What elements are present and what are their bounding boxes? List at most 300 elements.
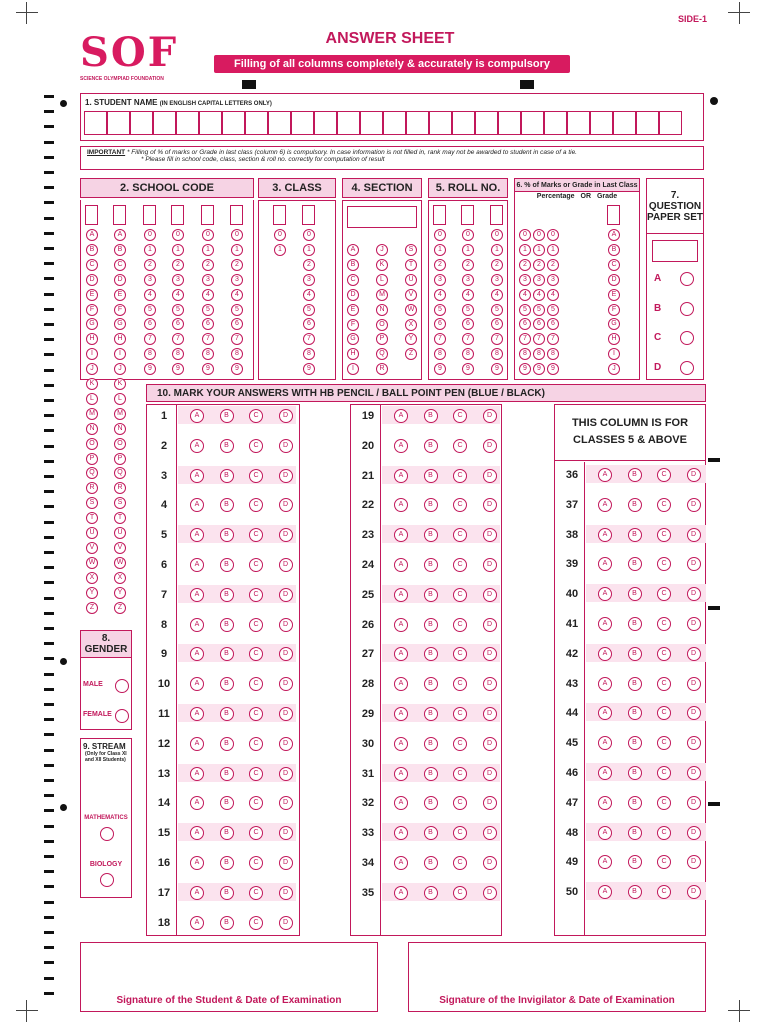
roll-no-digit-bubble[interactable]: 9	[491, 363, 503, 375]
answer-option-bubble[interactable]: A	[190, 647, 204, 661]
school-code-letter-bubble[interactable]: Y	[86, 587, 98, 599]
school-code-letter-bubble[interactable]: K	[86, 378, 98, 390]
answer-option-bubble[interactable]: A	[598, 647, 612, 661]
school-code-letter-bubble[interactable]: N	[86, 423, 98, 435]
answer-option-bubble[interactable]: A	[394, 737, 408, 751]
answer-option-bubble[interactable]: D	[687, 766, 701, 780]
answer-option-bubble[interactable]: C	[249, 528, 263, 542]
answer-option-bubble[interactable]: C	[249, 558, 263, 572]
class-units-bubble[interactable]: 5	[303, 304, 315, 316]
answer-option-bubble[interactable]: A	[598, 498, 612, 512]
answer-option-bubble[interactable]: B	[220, 916, 234, 930]
percentage-bubble[interactable]: 5	[547, 304, 559, 316]
percentage-bubble[interactable]: 1	[547, 244, 559, 256]
answer-option-bubble[interactable]: A	[190, 498, 204, 512]
invigilator-signature-box[interactable]	[408, 942, 706, 1012]
section-bubble[interactable]: Q	[376, 348, 388, 360]
school-code-digit-bubble[interactable]: 5	[144, 304, 156, 316]
school-code-digit-bubble[interactable]: 8	[172, 348, 184, 360]
school-code-digit-bubble[interactable]: 5	[202, 304, 214, 316]
school-code-letter-bubble[interactable]: D	[86, 274, 98, 286]
female-bubble[interactable]	[115, 709, 129, 723]
answer-option-bubble[interactable]: C	[453, 767, 467, 781]
percentage-bubble[interactable]: 0	[519, 229, 531, 241]
school-code-digit-bubble[interactable]: 3	[144, 274, 156, 286]
answer-option-bubble[interactable]: C	[657, 855, 671, 869]
roll-no-digit-write-cell[interactable]	[433, 205, 446, 225]
school-code-letter-bubble[interactable]: S	[86, 497, 98, 509]
roll-no-digit-bubble[interactable]: 3	[462, 274, 474, 286]
answer-option-bubble[interactable]: D	[483, 409, 497, 423]
answer-option-bubble[interactable]: C	[249, 826, 263, 840]
section-bubble[interactable]: Z	[405, 348, 417, 360]
answer-option-bubble[interactable]: D	[687, 826, 701, 840]
answer-option-bubble[interactable]: A	[190, 886, 204, 900]
school-code-letter-bubble[interactable]: R	[86, 482, 98, 494]
percentage-bubble[interactable]: 5	[519, 304, 531, 316]
answer-option-bubble[interactable]: C	[249, 409, 263, 423]
answer-option-bubble[interactable]: A	[190, 618, 204, 632]
answer-option-bubble[interactable]: C	[453, 796, 467, 810]
school-code-digit-bubble[interactable]: 8	[202, 348, 214, 360]
roll-no-digit-bubble[interactable]: 3	[491, 274, 503, 286]
answer-option-bubble[interactable]: C	[657, 677, 671, 691]
answer-option-bubble[interactable]: C	[453, 618, 467, 632]
answer-option-bubble[interactable]: C	[249, 886, 263, 900]
question-set-write-box[interactable]	[652, 240, 698, 262]
name-letter-cell[interactable]	[567, 111, 590, 135]
school-code-digit-bubble[interactable]: 2	[231, 259, 243, 271]
school-code-digit-bubble[interactable]: 3	[231, 274, 243, 286]
percentage-bubble[interactable]: 2	[533, 259, 545, 271]
section-bubble[interactable]: Y	[405, 333, 417, 345]
name-letter-cell[interactable]	[406, 111, 429, 135]
section-bubble[interactable]: N	[376, 304, 388, 316]
school-code-digit-bubble[interactable]: 4	[172, 289, 184, 301]
student-signature-box[interactable]	[80, 942, 378, 1012]
percentage-bubble[interactable]: 1	[533, 244, 545, 256]
grade-bubble[interactable]: G	[608, 318, 620, 330]
school-code-letter-bubble[interactable]: N	[114, 423, 126, 435]
name-letter-cell[interactable]	[107, 111, 130, 135]
school-code-letter-bubble[interactable]: L	[114, 393, 126, 405]
answer-option-bubble[interactable]: D	[279, 588, 293, 602]
school-code-digit-write-cell[interactable]	[171, 205, 184, 225]
answer-option-bubble[interactable]: C	[453, 647, 467, 661]
school-code-letter-bubble[interactable]: T	[86, 512, 98, 524]
answer-option-bubble[interactable]: D	[279, 498, 293, 512]
school-code-letter-bubble[interactable]: A	[86, 229, 98, 241]
roll-no-digit-write-cell[interactable]	[490, 205, 503, 225]
section-bubble[interactable]: T	[405, 259, 417, 271]
answer-option-bubble[interactable]: C	[657, 796, 671, 810]
answer-option-bubble[interactable]: B	[220, 826, 234, 840]
answer-option-bubble[interactable]: D	[483, 796, 497, 810]
answer-option-bubble[interactable]: C	[249, 498, 263, 512]
school-code-digit-bubble[interactable]: 0	[172, 229, 184, 241]
grade-bubble[interactable]: C	[608, 259, 620, 271]
answer-option-bubble[interactable]: C	[249, 796, 263, 810]
answer-option-bubble[interactable]: C	[657, 528, 671, 542]
section-bubble[interactable]: L	[376, 274, 388, 286]
answer-option-bubble[interactable]: A	[598, 796, 612, 810]
answer-option-bubble[interactable]: A	[394, 826, 408, 840]
name-letter-cell[interactable]	[544, 111, 567, 135]
answer-option-bubble[interactable]: D	[687, 498, 701, 512]
percentage-bubble[interactable]: 9	[547, 363, 559, 375]
roll-no-digit-bubble[interactable]: 0	[462, 229, 474, 241]
school-code-letter-bubble[interactable]: X	[86, 572, 98, 584]
answer-option-bubble[interactable]: D	[687, 885, 701, 899]
answer-option-bubble[interactable]: A	[394, 558, 408, 572]
roll-no-digit-bubble[interactable]: 8	[491, 348, 503, 360]
school-code-letter-write-cell[interactable]	[113, 205, 126, 225]
answer-option-bubble[interactable]: D	[483, 588, 497, 602]
answer-option-bubble[interactable]: C	[249, 588, 263, 602]
percentage-bubble[interactable]: 4	[547, 289, 559, 301]
school-code-letter-bubble[interactable]: B	[86, 244, 98, 256]
answer-option-bubble[interactable]: D	[483, 886, 497, 900]
answer-option-bubble[interactable]: C	[249, 707, 263, 721]
answer-option-bubble[interactable]: B	[220, 498, 234, 512]
percentage-bubble[interactable]: 3	[533, 274, 545, 286]
answer-option-bubble[interactable]: D	[483, 469, 497, 483]
class-units-bubble[interactable]: 4	[303, 289, 315, 301]
class-tens-bubble[interactable]: 0	[274, 229, 286, 241]
roll-no-digit-bubble[interactable]: 2	[434, 259, 446, 271]
answer-option-bubble[interactable]: A	[190, 558, 204, 572]
section-bubble[interactable]: C	[347, 274, 359, 286]
section-bubble[interactable]: A	[347, 244, 359, 256]
percentage-bubble[interactable]: 4	[519, 289, 531, 301]
name-letter-cell[interactable]	[360, 111, 383, 135]
answer-option-bubble[interactable]: D	[279, 469, 293, 483]
roll-no-digit-bubble[interactable]: 9	[462, 363, 474, 375]
answer-option-bubble[interactable]: B	[220, 677, 234, 691]
section-write-box[interactable]	[347, 206, 417, 228]
grade-bubble[interactable]: J	[608, 363, 620, 375]
answer-option-bubble[interactable]: A	[598, 766, 612, 780]
answer-option-bubble[interactable]: A	[190, 916, 204, 930]
roll-no-digit-bubble[interactable]: 8	[434, 348, 446, 360]
school-code-letter-bubble[interactable]: E	[86, 289, 98, 301]
roll-no-digit-write-cell[interactable]	[461, 205, 474, 225]
school-code-digit-bubble[interactable]: 6	[144, 318, 156, 330]
answer-option-bubble[interactable]: A	[394, 707, 408, 721]
section-bubble[interactable]: X	[405, 319, 417, 331]
school-code-letter-bubble[interactable]: L	[86, 393, 98, 405]
percentage-bubble[interactable]: 4	[533, 289, 545, 301]
roll-no-digit-bubble[interactable]: 7	[434, 333, 446, 345]
school-code-digit-bubble[interactable]: 9	[172, 363, 184, 375]
roll-no-digit-bubble[interactable]: 0	[434, 229, 446, 241]
answer-option-bubble[interactable]: B	[628, 885, 642, 899]
answer-option-bubble[interactable]: D	[279, 558, 293, 572]
answer-option-bubble[interactable]: D	[687, 706, 701, 720]
answer-option-bubble[interactable]: D	[687, 587, 701, 601]
grade-bubble[interactable]: B	[608, 244, 620, 256]
answer-option-bubble[interactable]: C	[453, 737, 467, 751]
school-code-letter-bubble[interactable]: H	[86, 333, 98, 345]
answer-option-bubble[interactable]: C	[453, 528, 467, 542]
class-units-write-cell[interactable]	[302, 205, 315, 225]
answer-option-bubble[interactable]: B	[628, 528, 642, 542]
answer-option-bubble[interactable]: B	[424, 439, 438, 453]
answer-option-bubble[interactable]: D	[687, 468, 701, 482]
name-letter-cell[interactable]	[659, 111, 682, 135]
answer-option-bubble[interactable]: B	[220, 856, 234, 870]
section-bubble[interactable]: G	[347, 333, 359, 345]
name-letter-cell[interactable]	[521, 111, 544, 135]
answer-option-bubble[interactable]: A	[190, 737, 204, 751]
answer-option-bubble[interactable]: B	[424, 737, 438, 751]
answer-option-bubble[interactable]: B	[424, 469, 438, 483]
grade-write-cell[interactable]	[607, 205, 620, 225]
school-code-letter-bubble[interactable]: U	[114, 527, 126, 539]
class-units-bubble[interactable]: 6	[303, 318, 315, 330]
answer-option-bubble[interactable]: A	[598, 528, 612, 542]
answer-option-bubble[interactable]: A	[190, 796, 204, 810]
roll-no-digit-bubble[interactable]: 2	[462, 259, 474, 271]
answer-option-bubble[interactable]: B	[424, 528, 438, 542]
answer-option-bubble[interactable]: B	[220, 469, 234, 483]
school-code-letter-bubble[interactable]: X	[114, 572, 126, 584]
school-code-digit-bubble[interactable]: 9	[144, 363, 156, 375]
section-bubble[interactable]: H	[347, 348, 359, 360]
answer-option-bubble[interactable]: B	[220, 647, 234, 661]
class-units-bubble[interactable]: 8	[303, 348, 315, 360]
school-code-digit-bubble[interactable]: 1	[172, 244, 184, 256]
answer-option-bubble[interactable]: D	[483, 618, 497, 632]
answer-option-bubble[interactable]: D	[687, 677, 701, 691]
answer-option-bubble[interactable]: C	[249, 647, 263, 661]
roll-no-digit-bubble[interactable]: 0	[491, 229, 503, 241]
section-bubble[interactable]: B	[347, 259, 359, 271]
school-code-digit-bubble[interactable]: 3	[172, 274, 184, 286]
school-code-digit-bubble[interactable]: 9	[231, 363, 243, 375]
biology-bubble[interactable]	[100, 873, 114, 887]
answer-option-bubble[interactable]: A	[190, 826, 204, 840]
school-code-digit-bubble[interactable]: 1	[144, 244, 156, 256]
class-units-bubble[interactable]: 7	[303, 333, 315, 345]
answer-option-bubble[interactable]: A	[598, 826, 612, 840]
answer-option-bubble[interactable]: D	[483, 856, 497, 870]
section-bubble[interactable]: W	[405, 304, 417, 316]
school-code-letter-bubble[interactable]: R	[114, 482, 126, 494]
section-bubble[interactable]: K	[376, 259, 388, 271]
percentage-bubble[interactable]: 7	[533, 333, 545, 345]
roll-no-digit-bubble[interactable]: 8	[462, 348, 474, 360]
school-code-digit-bubble[interactable]: 4	[144, 289, 156, 301]
section-bubble[interactable]: F	[347, 319, 359, 331]
answer-option-bubble[interactable]: B	[628, 736, 642, 750]
roll-no-digit-bubble[interactable]: 4	[434, 289, 446, 301]
answer-option-bubble[interactable]: C	[453, 677, 467, 691]
school-code-letter-bubble[interactable]: H	[114, 333, 126, 345]
answer-option-bubble[interactable]: C	[249, 767, 263, 781]
answer-option-bubble[interactable]: B	[220, 618, 234, 632]
percentage-bubble[interactable]: 2	[547, 259, 559, 271]
roll-no-digit-bubble[interactable]: 7	[491, 333, 503, 345]
answer-option-bubble[interactable]: A	[190, 439, 204, 453]
percentage-bubble[interactable]: 6	[547, 318, 559, 330]
answer-option-bubble[interactable]: B	[628, 677, 642, 691]
section-bubble[interactable]: I	[347, 363, 359, 375]
answer-option-bubble[interactable]: C	[453, 856, 467, 870]
answer-option-bubble[interactable]: D	[483, 737, 497, 751]
school-code-digit-bubble[interactable]: 1	[231, 244, 243, 256]
school-code-digit-bubble[interactable]: 9	[202, 363, 214, 375]
percentage-bubble[interactable]: 8	[519, 348, 531, 360]
section-bubble[interactable]: J	[376, 244, 388, 256]
roll-no-digit-bubble[interactable]: 5	[462, 304, 474, 316]
answer-option-bubble[interactable]: C	[657, 557, 671, 571]
answer-option-bubble[interactable]: B	[628, 557, 642, 571]
school-code-letter-bubble[interactable]: G	[86, 318, 98, 330]
class-units-bubble[interactable]: 1	[303, 244, 315, 256]
school-code-digit-bubble[interactable]: 6	[202, 318, 214, 330]
answer-option-bubble[interactable]: B	[220, 528, 234, 542]
answer-option-bubble[interactable]: D	[279, 737, 293, 751]
school-code-letter-bubble[interactable]: Q	[114, 467, 126, 479]
name-letter-cell[interactable]	[245, 111, 268, 135]
answer-option-bubble[interactable]: C	[453, 469, 467, 483]
question-set-option-bubble[interactable]	[680, 272, 694, 286]
school-code-letter-bubble[interactable]: T	[114, 512, 126, 524]
answer-option-bubble[interactable]: B	[220, 409, 234, 423]
answer-option-bubble[interactable]: A	[190, 856, 204, 870]
answer-option-bubble[interactable]: B	[628, 706, 642, 720]
answer-option-bubble[interactable]: B	[628, 587, 642, 601]
grade-bubble[interactable]: E	[608, 289, 620, 301]
answer-option-bubble[interactable]: D	[279, 707, 293, 721]
answer-option-bubble[interactable]: D	[279, 618, 293, 632]
school-code-digit-bubble[interactable]: 0	[231, 229, 243, 241]
answer-option-bubble[interactable]: D	[687, 796, 701, 810]
answer-option-bubble[interactable]: C	[249, 737, 263, 751]
answer-option-bubble[interactable]: B	[220, 588, 234, 602]
section-bubble[interactable]: M	[376, 289, 388, 301]
answer-option-bubble[interactable]: A	[598, 587, 612, 601]
answer-option-bubble[interactable]: C	[249, 856, 263, 870]
answer-option-bubble[interactable]: D	[279, 439, 293, 453]
section-bubble[interactable]: O	[376, 319, 388, 331]
answer-option-bubble[interactable]: A	[394, 469, 408, 483]
answer-option-bubble[interactable]: C	[453, 558, 467, 572]
class-tens-write-cell[interactable]	[273, 205, 286, 225]
answer-option-bubble[interactable]: A	[394, 796, 408, 810]
name-letter-cell[interactable]	[291, 111, 314, 135]
school-code-digit-bubble[interactable]: 6	[172, 318, 184, 330]
grade-bubble[interactable]: A	[608, 229, 620, 241]
answer-option-bubble[interactable]: C	[657, 766, 671, 780]
question-set-option-bubble[interactable]	[680, 361, 694, 375]
percentage-bubble[interactable]: 3	[547, 274, 559, 286]
answer-option-bubble[interactable]: A	[394, 409, 408, 423]
answer-option-bubble[interactable]: C	[657, 498, 671, 512]
answer-option-bubble[interactable]: B	[628, 855, 642, 869]
answer-option-bubble[interactable]: B	[220, 767, 234, 781]
answer-option-bubble[interactable]: D	[483, 647, 497, 661]
name-letter-cell[interactable]	[337, 111, 360, 135]
answer-option-bubble[interactable]: D	[279, 796, 293, 810]
roll-no-digit-bubble[interactable]: 6	[491, 318, 503, 330]
answer-option-bubble[interactable]: C	[249, 916, 263, 930]
school-code-letter-bubble[interactable]: F	[86, 304, 98, 316]
answer-option-bubble[interactable]: D	[279, 826, 293, 840]
roll-no-digit-bubble[interactable]: 4	[462, 289, 474, 301]
answer-option-bubble[interactable]: D	[687, 647, 701, 661]
percentage-bubble[interactable]: 8	[533, 348, 545, 360]
school-code-letter-bubble[interactable]: J	[114, 363, 126, 375]
percentage-bubble[interactable]: 8	[547, 348, 559, 360]
name-letter-cell[interactable]	[199, 111, 222, 135]
answer-option-bubble[interactable]: A	[394, 647, 408, 661]
answer-option-bubble[interactable]: A	[190, 677, 204, 691]
school-code-digit-bubble[interactable]: 0	[202, 229, 214, 241]
answer-option-bubble[interactable]: A	[394, 528, 408, 542]
answer-option-bubble[interactable]: D	[279, 409, 293, 423]
school-code-digit-bubble[interactable]: 8	[144, 348, 156, 360]
answer-option-bubble[interactable]: C	[657, 617, 671, 631]
school-code-letter-bubble[interactable]: S	[114, 497, 126, 509]
school-code-letter-bubble[interactable]: K	[114, 378, 126, 390]
answer-option-bubble[interactable]: D	[483, 767, 497, 781]
class-units-bubble[interactable]: 2	[303, 259, 315, 271]
school-code-letter-write-cell[interactable]	[85, 205, 98, 225]
answer-option-bubble[interactable]: A	[394, 498, 408, 512]
answer-option-bubble[interactable]: B	[220, 439, 234, 453]
answer-option-bubble[interactable]: A	[598, 736, 612, 750]
answer-option-bubble[interactable]: D	[279, 916, 293, 930]
answer-option-bubble[interactable]: D	[687, 855, 701, 869]
answer-option-bubble[interactable]: A	[190, 588, 204, 602]
mathematics-bubble[interactable]	[100, 827, 114, 841]
percentage-bubble[interactable]: 6	[519, 318, 531, 330]
answer-option-bubble[interactable]: C	[453, 588, 467, 602]
answer-option-bubble[interactable]: C	[657, 736, 671, 750]
answer-option-bubble[interactable]: A	[394, 856, 408, 870]
answer-option-bubble[interactable]: B	[424, 558, 438, 572]
answer-option-bubble[interactable]: C	[657, 826, 671, 840]
name-letter-cell[interactable]	[222, 111, 245, 135]
class-units-bubble[interactable]: 3	[303, 274, 315, 286]
school-code-digit-bubble[interactable]: 5	[231, 304, 243, 316]
school-code-letter-bubble[interactable]: A	[114, 229, 126, 241]
percentage-bubble[interactable]: 9	[519, 363, 531, 375]
answer-option-bubble[interactable]: D	[483, 707, 497, 721]
answer-option-bubble[interactable]: A	[598, 677, 612, 691]
percentage-bubble[interactable]: 0	[533, 229, 545, 241]
roll-no-digit-bubble[interactable]: 5	[491, 304, 503, 316]
school-code-digit-write-cell[interactable]	[230, 205, 243, 225]
answer-option-bubble[interactable]: A	[598, 617, 612, 631]
question-set-option-bubble[interactable]	[680, 302, 694, 316]
answer-option-bubble[interactable]: C	[657, 885, 671, 899]
school-code-digit-bubble[interactable]: 4	[231, 289, 243, 301]
section-bubble[interactable]: D	[347, 289, 359, 301]
percentage-bubble[interactable]: 6	[533, 318, 545, 330]
school-code-digit-bubble[interactable]: 7	[231, 333, 243, 345]
school-code-letter-bubble[interactable]: W	[86, 557, 98, 569]
answer-option-bubble[interactable]: C	[657, 587, 671, 601]
school-code-letter-bubble[interactable]: V	[114, 542, 126, 554]
answer-option-bubble[interactable]: A	[394, 886, 408, 900]
section-bubble[interactable]: R	[376, 363, 388, 375]
school-code-letter-bubble[interactable]: M	[86, 408, 98, 420]
answer-option-bubble[interactable]: B	[424, 886, 438, 900]
answer-option-bubble[interactable]: C	[249, 469, 263, 483]
